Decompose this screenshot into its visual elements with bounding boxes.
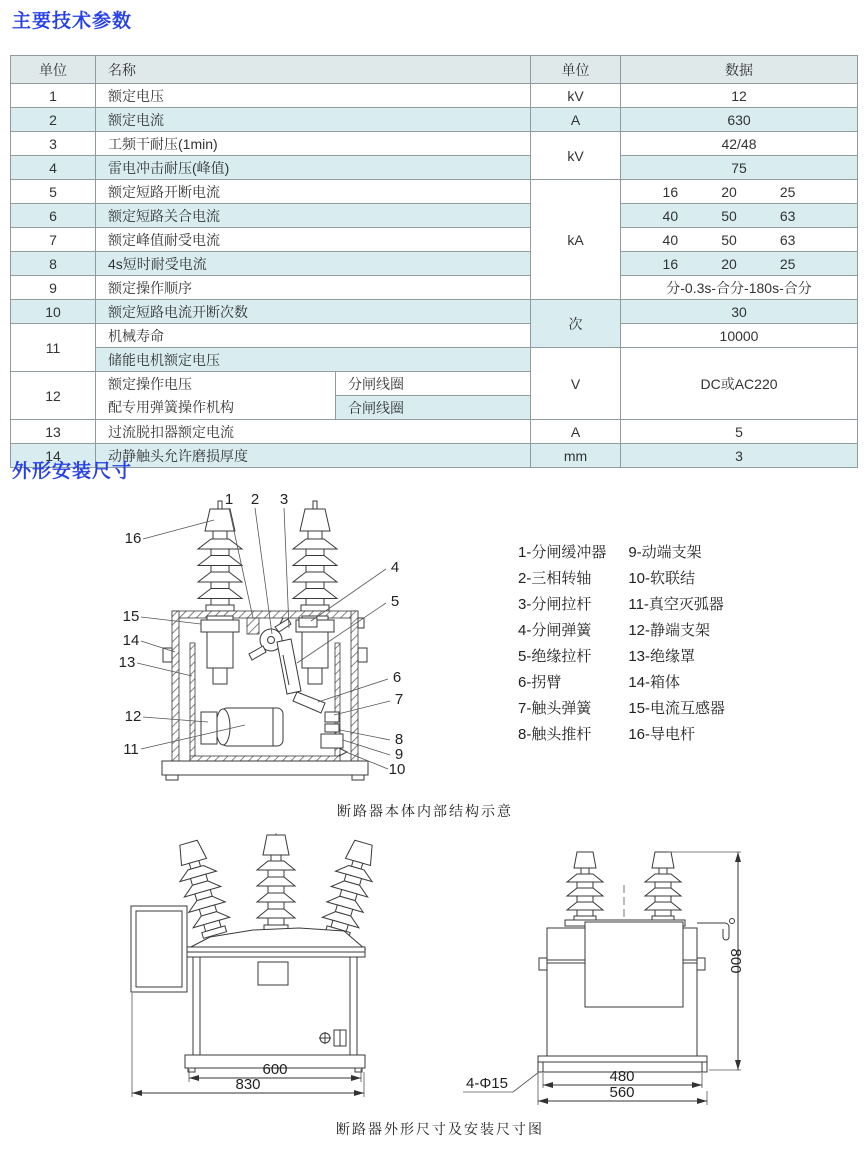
callout-1: 1 [224, 491, 234, 508]
parts-legend [518, 540, 725, 748]
dim-830-label: 830 [235, 1076, 261, 1093]
spec-no: 5 [11, 180, 96, 204]
spec-name-line: 配专用弹簧操作机构 [108, 398, 234, 415]
legend-item: 14-箱体 [628, 674, 681, 691]
spec-no: 13 [11, 420, 96, 444]
spec-no: 14 [11, 444, 96, 468]
callout-16: 16 [124, 530, 142, 547]
lifting-hook [697, 919, 735, 941]
header-unit: 单位 [531, 56, 621, 84]
table-row [11, 228, 858, 252]
mounting-holes-label [463, 1072, 539, 1092]
legend-item: 6-拐臂 [518, 674, 562, 691]
table-row [11, 444, 858, 468]
legend-item: 11-真空灭弧器 [628, 596, 724, 613]
spec-no-merged: 11 [11, 324, 96, 372]
callout-10: 10 [388, 761, 406, 778]
insulator-front [567, 852, 603, 922]
spec-unit: A [531, 108, 621, 132]
mechanism-box-left [131, 906, 187, 992]
table-header-row [11, 56, 858, 84]
callout-7: 7 [394, 691, 404, 708]
table-row [11, 300, 858, 324]
legend-item: 8-触头推杆 [518, 726, 592, 743]
legend-item: 12-静端支架 [628, 622, 711, 639]
bushing-left [201, 616, 239, 684]
legend-item: 7-触头弹簧 [518, 700, 592, 717]
spec-data: 75 [621, 156, 858, 180]
spec-name: 储能电机额定电压 [96, 348, 531, 372]
callout-12: 12 [124, 708, 142, 725]
spec-data-value: 20 [721, 183, 737, 200]
callout-15: 15 [122, 608, 140, 625]
insulator-middle [257, 835, 295, 931]
tank-body [187, 928, 365, 1055]
spec-name: 额定电压 [96, 84, 531, 108]
spec-data: 630 [621, 108, 858, 132]
table-row [11, 420, 858, 444]
table-row [11, 204, 858, 228]
spec-no: 10 [11, 300, 96, 324]
legend-item: 10-软联结 [628, 570, 696, 587]
side-view-drawing [455, 835, 755, 1115]
header-name: 名称 [96, 56, 531, 84]
table-row [11, 252, 858, 276]
dim-600-label: 600 [262, 1061, 288, 1078]
interrupter-cylinder [201, 708, 283, 746]
holes-label-text: 4-Φ15 [466, 1075, 508, 1092]
legend-item: 3-分闸拉杆 [518, 596, 592, 613]
front-view-drawing [88, 833, 508, 1103]
callout-13: 13 [118, 654, 136, 671]
dim-560-label: 560 [609, 1084, 635, 1101]
spec-no: 1 [11, 84, 96, 108]
spec-unit: A [531, 420, 621, 444]
dim-480-label: 480 [609, 1068, 635, 1085]
spec-data: 10000 [621, 324, 858, 348]
spec-name: 机械寿命 [96, 324, 531, 348]
spec-data: 12 [621, 84, 858, 108]
spec-name-line: 额定操作电压 [108, 375, 192, 392]
spec-name: 额定短路电流开断次数 [96, 300, 531, 324]
internal-drawing-caption: 断路器本体内部结构示意 [337, 803, 513, 819]
spec-no: 8 [11, 252, 96, 276]
spec-data [621, 204, 858, 228]
callout-2: 2 [250, 491, 260, 508]
spec-data-value: 16 [662, 183, 679, 200]
spec-data-value: 25 [779, 255, 796, 272]
spec-name: 过流脱扣器额定电流 [96, 420, 531, 444]
spec-name: 雷电冲击耐压(峰值) [96, 156, 531, 180]
specs-table [10, 55, 858, 468]
spec-no: 4 [11, 156, 96, 180]
callout-4: 4 [390, 559, 400, 576]
spec-no: 9 [11, 276, 96, 300]
spec-no: 6 [11, 204, 96, 228]
insulator-right-tilted [319, 837, 382, 940]
spec-data: 30 [621, 300, 858, 324]
spec-data-value: 50 [721, 231, 737, 248]
spec-name: 额定短路开断电流 [96, 180, 531, 204]
table-row [11, 108, 858, 132]
spec-data-value: 20 [721, 255, 737, 272]
table-row [11, 84, 858, 108]
outline-drawing-caption: 断路器外形尺寸及安装尺寸图 [336, 1121, 544, 1137]
spec-unit: kV [531, 84, 621, 108]
legend-column-2 [628, 540, 725, 748]
spec-no: 7 [11, 228, 96, 252]
spec-no-merged: 12 [11, 372, 96, 420]
legend-column-1 [518, 540, 606, 748]
spec-name: 工频干耐压(1min) [96, 132, 531, 156]
spec-unit-merged: 次 [531, 300, 621, 348]
spec-data: 42/48 [621, 132, 858, 156]
spec-data-value: 40 [662, 231, 679, 248]
spec-name: 额定峰值耐受电流 [96, 228, 531, 252]
spec-name: 动静触头允许磨损厚度 [96, 444, 531, 468]
spec-name: 额定操作顺序 [96, 276, 531, 300]
spec-name-double [96, 372, 336, 420]
spec-data [621, 252, 858, 276]
spec-data [621, 180, 858, 204]
legend-item: 13-绝缘罩 [628, 648, 696, 665]
callout-6: 6 [392, 669, 402, 686]
callout-5: 5 [390, 593, 400, 610]
spec-unit-merged: V [531, 348, 621, 420]
section-title-outline: 外形安装尺寸 [12, 461, 133, 482]
spec-data: 5 [621, 420, 858, 444]
spec-data: 分-0.3s-合分-180s-合分 [621, 276, 858, 300]
insulator-right [293, 501, 337, 611]
spec-data-value: 63 [779, 231, 796, 248]
callout-11: 11 [123, 741, 139, 758]
legend-item: 5-绝缘拉杆 [518, 648, 592, 665]
legend-item: 9-动端支架 [628, 544, 702, 561]
tank-body [539, 920, 705, 1056]
table-row [11, 348, 858, 372]
callout-14: 14 [122, 632, 140, 649]
table-row [11, 324, 858, 348]
insulator-left [198, 501, 242, 611]
table-row [11, 156, 858, 180]
insulator-rear [645, 852, 681, 922]
spec-name: 额定短路关合电流 [96, 204, 531, 228]
spec-coil-cell: 合闸线圈 [336, 396, 531, 420]
table-row [11, 132, 858, 156]
spec-no: 2 [11, 108, 96, 132]
spec-name: 额定电流 [96, 108, 531, 132]
spec-coil-cell: 分闸线圈 [336, 372, 531, 396]
legend-item: 2-三相转轴 [518, 570, 592, 587]
header-data: 数据 [621, 56, 858, 84]
callout-8: 8 [394, 731, 404, 748]
spec-no: 3 [11, 132, 96, 156]
table-row [11, 276, 858, 300]
legend-item: 16-导电杆 [628, 726, 696, 743]
section-title-specs: 主要技术参数 [12, 11, 133, 32]
base-frame [162, 761, 368, 780]
legend-item: 4-分闸弹簧 [518, 622, 592, 639]
spec-data-value: 25 [779, 183, 796, 200]
spec-unit-merged: kA [531, 180, 621, 300]
internal-structure-drawing [103, 490, 423, 810]
dim-800-label: 800 [727, 948, 744, 974]
header-no: 单位 [11, 56, 96, 84]
spec-data-value: 40 [662, 207, 679, 224]
callout-3: 3 [279, 491, 289, 508]
legend-item: 15-电流互感器 [628, 700, 726, 717]
spec-data-value: 50 [721, 207, 737, 224]
spec-data-merged: DC或AC220 [621, 348, 858, 420]
spec-data: 3 [621, 444, 858, 468]
spec-name: 4s短时耐受电流 [96, 252, 531, 276]
spec-data-value: 16 [662, 255, 679, 272]
table-row [11, 180, 858, 204]
spec-unit-merged: kV [531, 132, 621, 180]
spec-data-value: 63 [779, 207, 796, 224]
legend-item: 1-分闸缓冲器 [518, 544, 607, 561]
spec-data [621, 228, 858, 252]
spec-unit: mm [531, 444, 621, 468]
callout-9: 9 [394, 746, 404, 763]
